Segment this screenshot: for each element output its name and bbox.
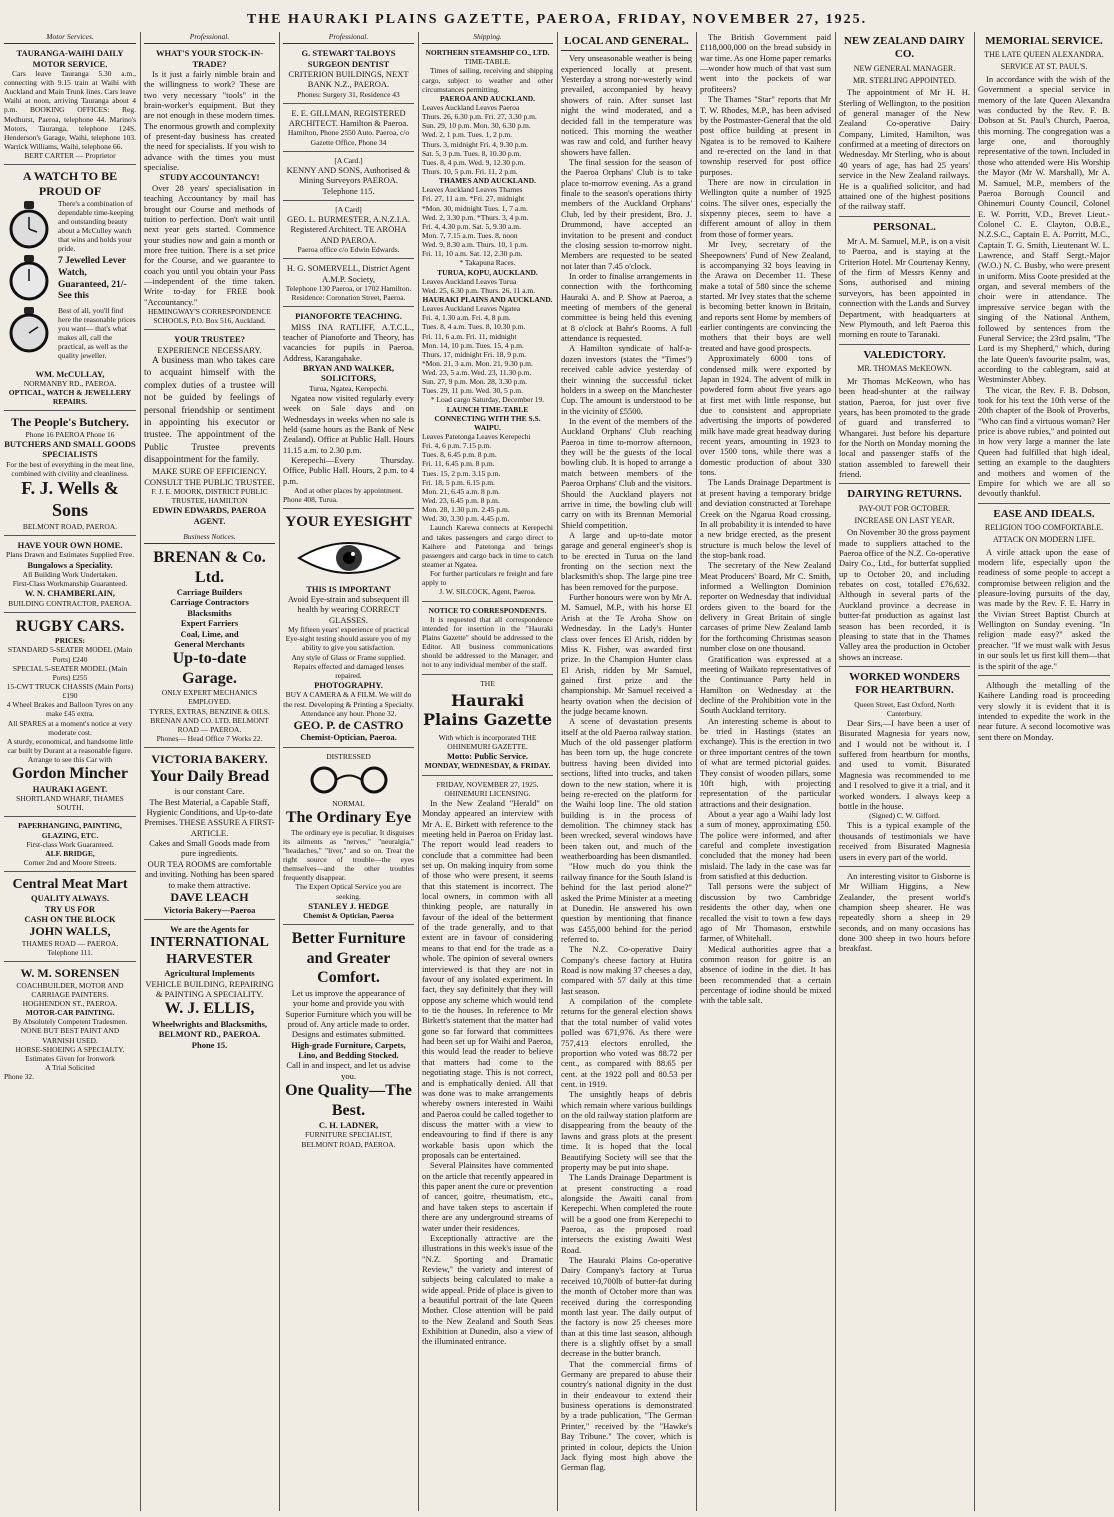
- returns-title: DAIRYING RETURNS.: [847, 488, 962, 501]
- card-1: [A Card.]: [334, 155, 363, 165]
- railway-body: Although the metalling of the Kaihere Landing road is proceeding very slowly it is evident that it is intended to expedite the work in the near future. A second locomotive was sent there on Monday.: [978, 679, 1110, 742]
- motor-painting: MOTOR-CAR PAINTING.: [25, 1008, 115, 1018]
- mincher-name: Gordon Mincher: [12, 765, 128, 783]
- brenan-title: BRENAN & Co. Ltd.: [153, 549, 266, 586]
- castro: GEO. P. de CASTRO: [293, 717, 404, 732]
- column-rule: [835, 32, 836, 1511]
- northern: NORTHERN STEAMSHIP CO., LTD.: [425, 48, 550, 58]
- meat-cash: CASH ON THE BLOCK: [24, 913, 116, 924]
- spectacles-icon: [299, 765, 399, 795]
- dairy-body: The appointment of Mr H. H. Sterling of Wellington, to the position of general manager of the New Zealand Co-operative Dairy Company, Limited, Hamilton, was confirmed at a meeting of directors on Wednesday. Mr Sterling, who is about 40 years of age, has had 25 years' service in the New Zealand railways. He is a qualified solicitor, and had attained one of the highest positions of the railway staff.: [839, 87, 970, 212]
- ellis-trade: Wheelwrights and Blacksmiths,: [152, 1018, 267, 1029]
- exceptional: Exceptionally attractive are the illustrations in this week's issue of the "N.Z. Sporting and Dramatic Review," the variety and interest of subjects being calculated to make a wide appeal. Pride of place is given to a beautiful portrait of the late Queen Mother. Close attention will be paid to the New Zealand and South Seas Exhibition at Dunedin, also a view of the illuminated entrance.: [422, 1232, 553, 1347]
- one-quality: One Quality—The Best.: [285, 1082, 412, 1119]
- phone-turua: Phone 408, Turua.: [283, 495, 339, 505]
- butchery-phone: Phone 16 PAEROA Phone 16: [25, 429, 115, 439]
- paperhanging-work: First-class Work Guaranteed.: [26, 839, 114, 849]
- column-news-3: [839, 32, 970, 1513]
- consult: CONSULT THE PUBLIC TRUSTEE.: [144, 476, 275, 487]
- memorial-sub: THE LATE QUEEN ALEXANDRA.: [984, 50, 1104, 60]
- cakes: Cakes and Small Goods made from pure ingredients.: [149, 838, 270, 859]
- personal-body: Mr A. M. Samuel, M.P., is on a visit to Paeroa, and is staying at the Criterion Hotel. Mr Courtenay Kenny, of the firm of Messrs Kenny and Sons, authorised and mining surveyors, has been appointed in connection with the Lands and Survey Department, with headquarters at New Plymouth, and left Paeroa this morning en route to Taranaki.: [839, 236, 970, 340]
- mechanics: ONLY EXPERT MECHANICS EMPLOYED.: [161, 688, 258, 707]
- para: A large and up-to-date motor garage and general engineer's shop is to be erected in Turua on the land fronting on the section next the blacksmith's shop. The large pine tree has been removed for the purpose.: [561, 529, 692, 592]
- mincher-agent: HAURAKI AGENT.: [32, 783, 108, 794]
- para: There are now in circulation in Wellington quite a number of 1925 coins. The silver ones, especially the sixpenny pieces, seem to have a different amount of alloy in them from those of former years.: [700, 177, 831, 239]
- days: MONDAY, WEDNESDAY, & FRIDAY.: [424, 761, 551, 771]
- building: All Building Work Undertaken.: [22, 569, 118, 579]
- hedge-sub: Chemist & Optician, Paeroa: [303, 911, 394, 921]
- bread-body: The Best Material, a Capable Staff, Hygienic Conditions, and Up-to-date Premises. THESE ASSURE A FIRST-ARTICLE.: [144, 796, 275, 838]
- walls-address: THAMES ROAD — PAEROA.: [21, 938, 119, 948]
- paeroa-auckland-cols: Leaves Auckland Leaves Paeroa: [422, 102, 520, 112]
- efficiency: MAKE SURE OF EFFICIENCY.: [152, 466, 267, 477]
- stock-title: WHAT'S YOUR STOCK-IN-TRADE?: [155, 48, 264, 69]
- ordinary-title: The Ordinary Eye: [285, 809, 412, 827]
- silcock: J. W. SILCOCK, Agent, Paeroa.: [439, 587, 536, 597]
- dateline: FRIDAY, NOVEMBER 27, 1925.: [436, 779, 539, 789]
- heartburn-body: Dear Sirs,—I have been a user of Bisurated Magnesia for years now, and I would not be without it. I suffered from heartburn for months, and used to vomit. Bisurated Magnesia was recommended to me and I resolved to give it a trial, and it worked wonders. I always keep a bottle in the house.: [839, 718, 970, 811]
- mckeown: MR. THOMAS McKEOWN.: [857, 364, 952, 374]
- paper-name: Hauraki Plains Gazette: [422, 690, 553, 730]
- column-rule: [696, 32, 697, 1511]
- watch-lever: 7 Jewelled Lever Watch, Guaranteed, 21/- See this: [58, 256, 127, 302]
- brenan-line: Carriage Builders: [176, 587, 243, 598]
- rugby-arrange: Arrange to see this Car with: [27, 755, 113, 765]
- tauranga-body: Cars leave Tauranga 5.30 a.m., connecting with 9.15 train at Waihi with Auckland and Main Trunk lines. Cars leave Waihi at noon, arriving Tauranga about 4 p.m. BOOKING OFFICES: Reg. Medhurst, Paeroa, telephone 44. Marino's Motors, Tauranga, telephone 124S. Henderson's Garage, Waihi, telephone 103. Warrick Williams, Waihi, telephone 66.: [4, 68, 136, 151]
- somervell-residence: Residence: Coronation Street, Paeroa.: [291, 293, 406, 303]
- tauranga-title: TAURANGA-WAIHI DAILY MOTOR SERVICE.: [16, 48, 124, 69]
- notice-body: It is requested that all correspondence intended for insertion in the "Hauraki Plains Gazette" should be addressed to the Editor. All business communications should be addressed to the Manager, and not to any individual member of the staff.: [422, 614, 553, 670]
- stock-body: Is it just a fairly nimble brain and the willingness to work? These are two very necessary "tools" in the brain-worker's equipment. But they are not enough in these modern times. The enormous growth and complexity of present-day business has created the need for specialists. If you wish to advance with the times you must specialise.: [144, 68, 275, 173]
- home-line: Plans Drawn and Estimates Supplied Free.: [6, 550, 134, 560]
- plainsites: Several Plainsites have commented on the article that recently appeared in this paper anent the cure or prevention of cancer, goitre, rheumatism, etc., and have taken steps to ascertain if there are any underground streams of water under their residences.: [422, 1160, 553, 1233]
- timetable-body: Times of sailing, receiving and shipping cargo, subject to weather and other circumstances permitting.: [422, 66, 553, 94]
- para: Tall persons were the subject of discussion by two Cambridge residents the other day, when one recalled the visit to town a few days ago of Mr Thomason, erstwhile farmer, of Whitehall.: [700, 881, 831, 944]
- timetable: TIME-TABLE.: [464, 57, 511, 67]
- memorial-body: In accordance with the wish of the Government a special service in memory of the late Queen Alexandra was conducted by the Rev. F. B. Dobson at St. Paul's Church, Paeroa, this morning. The congregation was a large one, and thoroughly representative of the town. Included in those who attended were His Worship the Mayor (Mr W. Marshall), Mr A. M. Samuel, M.P., members of the Paeroa Borough Council and Ohinemuri County Council, Colonel E. W. Porritt, V.D., Brevet Lieut.-Colonel C. E. Clayton, O.B.E., N.Z.S.C., Captain E. A. Porritt, M.C., Captain T. G. Smith, Lieutenant W. L. Lawrence, and Staff Sergt.-Major (W.O.) N. C. Busby, who were present in uniform. Miss Coote presided at the organ, and several members of the choir were in attendance. The impressive service began with the singing of the National Anthem, followed by sentences from the Funeral Service; the 23rd psalm, "The Lord is my Shepherd," which, during the late Queen's favourite psalm, was, according to the cablegram, said at Westminster Abbey.: [978, 73, 1110, 385]
- gillman-phone: Hamilton, Phone 2550 Auto. Paeroa, c/o Gazette Office, Phone 34: [287, 128, 410, 147]
- international: INTERNATIONAL HARVESTER: [150, 935, 269, 968]
- returns-sub: PAY-OUT FOR OCTOBER.: [858, 503, 951, 513]
- timetable-row: Fri. 4, 4.30 p.m. Sat. 5, 9.30 a.m.: [422, 221, 521, 231]
- timetable-row: Wed. 2, 3.30 p.m. *Thurs. 3, 4 p.m.: [422, 212, 529, 222]
- timetable-row: Sun. 29, 10 p.m. Mon. 30, 6.30 p.m.: [422, 121, 531, 131]
- local-general-title: LOCAL AND GENERAL.: [561, 35, 692, 51]
- column-motor-services: [4, 32, 136, 1513]
- timetable-row: Thurs. 17, midnight Fri. 18, 9 p.m.: [422, 349, 527, 359]
- para: The Hauraki Plains Co-operative Dairy Company's factory at Turua received 10,700lb of butter-fat during the month of October more than was received during the corresponding month last year. The daily output of the factory is now 25 cheeses more than at this time last season, although there is a slightly offset by a small decrease in the butter branch.: [561, 1255, 692, 1359]
- wells-name: F. J. Wells & Sons: [21, 478, 119, 521]
- timetable-row: Thurs. 3, midnight Fri. 4, 9.30 p.m.: [422, 139, 529, 149]
- distressed-label: DISTRESSED: [326, 751, 371, 761]
- bridge-name: ALF. BRIDGE,: [45, 848, 95, 858]
- piano-title: PIANOFORTE TEACHING.: [295, 311, 402, 322]
- para: About a year ago a Waihi lady lost a sum of money, approximating £50. The police were informed, and after careful and complete investigation concluded that the money had been mislaid. The lady in the case was far from satisfied at this deduction.: [700, 808, 831, 882]
- butchery-body: For the best of everything in the meat line, combined with civility and cleanliness.: [6, 459, 134, 478]
- dairy-title: NEW ZEALAND DAIRY CO.: [843, 35, 966, 61]
- timetable-row: Fri. 27, 11 a.m. *Fri. 27, midnight: [422, 194, 525, 204]
- card-2: [A Card]: [335, 204, 362, 214]
- timetable-row: Sun. 27, 9 p.m. Mon. 28, 3.30 p.m.: [422, 377, 528, 387]
- tauranga-proprietor: BERT CARTER — Proprietor: [24, 151, 116, 161]
- takapuna: * Takapuna Races.: [459, 258, 516, 268]
- tyres: TYRES, EXTRAS, BENZINE & OILS.: [149, 706, 270, 716]
- column-rule: [140, 32, 141, 1511]
- meat-try: TRY US FOR: [44, 903, 96, 914]
- personal-title: PERSONAL.: [873, 220, 936, 233]
- estimates: Estimates Given for Ironwork: [25, 1053, 115, 1063]
- para: "How much do you think the railway finance for the South Island is behind for the last period alone?" asked the Prime Minister at a meeting at Dunedin. He answered his own question by mentioning that finance was £455,000 behind for the period referred to.: [561, 861, 692, 944]
- timetable-row: Mon. 21, 6.45 a.m. 8 p.m.: [422, 486, 500, 496]
- ellis-name: W. J. ELLIS,: [164, 1000, 255, 1018]
- column-professional-1: [144, 32, 275, 1513]
- garage: Up-to-date Garage.: [172, 650, 247, 687]
- walls-phone: Telephone 111.: [47, 948, 93, 958]
- hemingway: HEMINGWAY'S CORRESPONDENCE SCHOOLS, P.O. Box 516, Auckland.: [148, 307, 271, 326]
- timetable-row: Tues. 29, 11 p.m. Wed. 30, 5 p.m.: [422, 386, 524, 396]
- watch-title: A WATCH TO BE PROUD OF: [22, 169, 118, 198]
- column-rule: [279, 32, 280, 1511]
- trial: A Trial Solicited: [45, 1063, 95, 1073]
- timetable-row: Mon. 7, 7.15 a.m. Tues. 8, noon: [422, 230, 518, 240]
- rugby-prices: PRICES:: [54, 636, 85, 646]
- heartburn-address: Queen Street, East Oxford, North Canterbury.: [854, 699, 955, 718]
- para: In the event of the members of the Auckland Orphans' Club reaching Paeroa in time to-morrow afternoon, they will be the guests of the local bowling club. It is hoped to arrange a match between members of the Paeroa Orphans' Club and the visitors. Should the Auckland players not arrive in time, the bowling club will carry on with its Brennan Memorial Shield competition.: [561, 415, 692, 530]
- timetable-row: Mon. 28, 1.30 p.m. 2.45 p.m.: [422, 505, 510, 515]
- wells-address: BELMONT ROAD, PAEROA.: [22, 521, 118, 531]
- leach-sub: Victoria Bakery—Paeroa: [163, 904, 256, 915]
- returns-sub-2: INCREASE ON LAST YEAR.: [854, 515, 955, 525]
- kenny: KENNY AND SONS, Authorised & Mining Surveyors PAEROA. Telephone 115.: [286, 164, 411, 196]
- timetable-row: Wed. 23, 6.45 p.m. 8 p.m.: [422, 496, 500, 506]
- bryan-address: Turua, Ngatea, Kerepechi.: [308, 383, 389, 393]
- bread-title: Your Daily Bread: [149, 767, 270, 785]
- heartburn-title: WORKED WONDERS FOR HEARTBURN.: [849, 670, 960, 697]
- thames-auckland-rows: [422, 194, 553, 258]
- rugby-truck: 15-CWT TRUCK CHASSIS (Main Ports) £190: [6, 681, 134, 701]
- brenan-address: BRENAN AND CO. LTD. BELMONT ROAD — PAEROA.: [150, 715, 269, 734]
- watch-body: There's a combination of dependable time-keeping and outstanding beauty about a McCulley watch that wins and holds your pride.: [58, 198, 134, 254]
- para: A Hamilton syndicate of half-a-dozen investors (states the "Times") received cable advice yesterday of their winning the successful ticket holders in a sweep on the Manchester Cup. The amount is understood to be in the vicinity of £5500.: [561, 343, 692, 416]
- timetable-row: Tues. 15, 2 p.m. 3.15 p.m.: [422, 468, 501, 478]
- furniture-grade: High-grade Furniture, Carpets, Lino, and Bedding Stocked.: [291, 1039, 406, 1060]
- brenan-line: General Merchants: [174, 638, 245, 649]
- rugby-body: A sturdy, economical, and handsome little car built by Durant at a reasonable figure.: [7, 736, 133, 755]
- sorensen-trade: COACHBUILDER, MOTOR AND CARRIAGE PAINTERS.: [16, 980, 124, 999]
- pocket-watch-icon: [4, 199, 54, 369]
- chamberlain-name: W. N. CHAMBERLAIN,: [24, 588, 116, 599]
- dairy-sub: NEW GENERAL MANAGER.: [853, 63, 956, 73]
- eye-style: Any style of Glass or Frame supplied.: [291, 652, 406, 662]
- experience-title: EXPERIENCE NECESSARY.: [157, 344, 262, 355]
- turua-row: Wed. 25, 6.30 p.m. Thurs. 26, 11 a.m.: [422, 285, 536, 295]
- launch-body: Launch Karewa connects at Kerepechi and takes passengers and cargo direct to Kaihere and Patetonga and brings passengers and cargo back in time to catch steamer at Ngatea.: [422, 523, 553, 570]
- paper-sub: With which is incorporated THE OHINEMURI GAZETTE.: [438, 732, 537, 751]
- para: A compilation of the complete returns for the general election shows that the total number of valid votes polled was 671,976. As there were 757,413 electors enrolled, the proportion who voted was 88.72 per cent., as compared with 88.65 per cent. at the 1922 poll and 80.53 per cent. in 1919.: [561, 996, 692, 1089]
- hedge: STANLEY J. HEDGE: [308, 900, 389, 911]
- para: The N.Z. Co-operative Dairy Company's cheese factory at Hutira Road is now making 37 cheeses a day, compared with 57 daily at this time last season.: [561, 944, 692, 996]
- section-header: Professional.: [283, 32, 414, 44]
- somervell-phone: Telephone 130 Paeroa, or 1702 Hamilton.: [285, 284, 412, 294]
- returns-body: On November 30 the gross payment made to suppliers attached to the Paeroa office of the N.Z. Co-operative Dairy Co., Ltd., for butterfat supplied up to October 20, and including rebates on cost, totalled £76,632. Although in several parts of the Auckland province a decrease in butter-fat production as against last season has been recorded, it is pleasing to state that in the Thames Valley area the production in October shows an increase.: [839, 527, 970, 662]
- paeroa-auckland: PAEROA AND AUCKLAND.: [439, 93, 536, 103]
- column-rule: [974, 32, 975, 1511]
- para: That the commercial firms of Germany are prepared to abuse their country's national dignity in the dust in their endeavour to extend their business operations is demonstrated by a trade publication, "The German Printer," received by the "Hawke's Bay Tribune." The cover, which is printed in colour, depicts the Union Jack flying most high above the German flag.: [561, 1358, 692, 1473]
- brenan-line: Expert Farriers: [180, 618, 239, 629]
- dairy-sub-2: MR. STERLING APPOINTED.: [852, 75, 957, 85]
- eye-experience: My fifteen years' experience of practical Eye-sight testing should assure you of my ability to give you satisfaction.: [285, 625, 412, 653]
- sorensen-address: HOGHENDON ST., PAEROA.: [22, 999, 118, 1009]
- ladner-trade: FURNITURE SPECIALIST,: [305, 1130, 392, 1140]
- para: The unsightly heaps of debris which remain where various buildings on the old railway station platform are disappearing from the beauty of the lawns and grass plots at the present time. It is hoped that the local Beautifying Society will see that the property may be put into shape.: [561, 1089, 692, 1172]
- timetable-row: Fri. 11, 10 a.m. Sat. 12, 2.30 p.m.: [422, 249, 523, 259]
- furniture-body: Let us improve the appearance of your home and provide you with Superior Furniture which you will be proud of. Any article made to order. Designs and estimates submitted.: [285, 987, 412, 1040]
- section-header: Shipping.: [422, 32, 553, 44]
- workmanship: First-Class Workmanship Guaranteed.: [12, 579, 128, 589]
- cargo-note: * Load cargo Saturday, December 19.: [430, 395, 545, 405]
- eye-body: Avoid Eye-strain and subsequent ill health by wearing CORRECT GLASSES.: [287, 594, 410, 625]
- meat-mart-title: Central Meat Mart: [12, 877, 128, 893]
- timetable-row: Wed. 23, 5 a.m. Wed. 23, 11.30 p.m.: [422, 368, 532, 378]
- timetable-row: Wed. 2, 1 p.m. Tues. 1, 2 p.m.: [422, 130, 513, 140]
- rugby-special: SPECIAL 5-SEATER MODEL (Main Ports) £255: [12, 663, 128, 682]
- timetable-row: Tues. 8, 6.45 p.m. 8 p.m.: [422, 450, 497, 460]
- memorial-body-2: The vicar, the Rev. F. B. Dobson, took for his text the 10th verse of the 20th chapter of the Book of Proverbs, "Who can find a virtuous woman? Her price is above rubies," and pointed out in how very large a manner the late Queen had fulfilled that high ideal, setting an example to the daughters and mothers and women of the Empire for which we are all so devoutly thankful.: [978, 384, 1110, 499]
- paper-the: THE: [480, 678, 495, 688]
- thames-auckland: THAMES AND AUCKLAND.: [439, 176, 536, 186]
- para: In order to finalise arrangements in connection with the forthcoming Hauraki A. and P. Show at Paeroa, a meeting of members of the general committee is being held this evening at 8 o'clock at Bahr's Rooms. A full attendance is requested.: [561, 270, 692, 344]
- valedictory-title: VALEDICTORY.: [863, 348, 946, 361]
- para: The Lands Drainage Department is at present having a temporary bridge and deviation constructed at Torehape Creek on the Ngarua Road crossing. In all probability it is intended to have a new bridge erected, as the present structure is much below the level of the stop-bank road.: [700, 477, 831, 560]
- signed: (Signed) C. W. Gifford.: [869, 811, 940, 821]
- licensing-title: OHINEMURI LICENSING.: [444, 788, 531, 798]
- memorial-title: MEMORIAL SERVICE.: [985, 35, 1103, 47]
- para: The secretary of the New Zealand Meat Producers' Board, Mr C. Smith, informed a Wellington Dominion reporter on Wednesday that individual orders given to the board for the delivery in Great Britain of single carcases of prime New Zealand lamb for the forthcoming Christmas season number close on one thousand.: [700, 560, 831, 654]
- none-but: NONE BUT BEST PAINT AND VARNISH USED.: [20, 1026, 120, 1045]
- timetable-row: Fri. 4, 6 p.m. 7.15 p.m.: [422, 441, 492, 451]
- sheep-body: An interesting visitor to Gisborne is Mr William Higgins, a New Zealander, the present world's champion sheep shearer. He was repeatedly shorn a sheep in 29 seconds, and on many occasions has done 300 sheep in two hours before breakfast.: [839, 870, 970, 954]
- para: Approximately 6000 tons of condensed milk were exported by Japan in 1924. The advent of milk in powdered form about five years ago at first met with little response, but due to consistent and appropriate advertising the imports of powdered milk have made great headway during recent years, amounting in 1923 to over 1500 tons, while there was a domestic production of about 330 tons.: [700, 353, 831, 478]
- launch-cols: Leaves Patetonga Leaves Kerepechi: [422, 432, 531, 442]
- mcculley-address: NORMANBY RD., PAEROA.: [23, 378, 117, 388]
- eye-repairs: Repairs effected and damaged lenses repaired.: [293, 661, 404, 680]
- sorensen-name: W. M. SORENSEN: [20, 966, 120, 981]
- watch-ad: [4, 199, 136, 369]
- ellis-address: BELMONT RD., PAEROA.: [158, 1029, 261, 1040]
- launch-rows: [422, 441, 553, 523]
- meat-quality: QUALITY ALWAYS.: [31, 893, 109, 904]
- eyesight-title: YOUR EYESIGHT: [285, 514, 412, 531]
- timetable-row: Thurs. 10, 5 p.m. Fri. 11, 2 p.m.: [422, 166, 518, 176]
- timetable-row: Fri. 11, 6.45 p.m. 8 p.m.: [422, 459, 495, 469]
- para: Mr Ivey, secretary of the Sheepowners' Fund of New Zealand, is accompanying 32 boys leaving in the Arawa on December 11. These make a total of 580 since the scheme started. Mr Ivey states that the scheme is becoming better known in Britain, and reports sent Home by members of earlier contingents are convincing the mothers that their boys are well treated and have good prospects.: [700, 239, 831, 353]
- rugby-title: RUGBY CARS.: [15, 617, 125, 635]
- para: The Lands Drainage Department is at present constructing a road alongside the Awaiti canal from Kerepechi. When completed the route will be a good one from Kerepechi to Paeroa, as the proposed road intersects the existing Awaiti West Road.: [561, 1172, 692, 1255]
- timetable-row: Fri. 4, 1.30 a.m. Fri. 4, 8 p.m.: [422, 313, 511, 323]
- accountancy-body: Over 28 years' specialisation in teaching Accountancy by mail has brought our Course and methods of tuition to perfection. Don't wait until next year gets started. Commence your studies now and gain a month or more free tuition. There is a set price for the Course, and we guarantee to coach you until you obtain your Pass—independent of the time taken. Write to-day for FREE book "Accountancy.": [144, 182, 275, 307]
- business-header: Business Notices.: [144, 532, 275, 544]
- timetable-row: *Mon. 30, midnight Tues. 1, 7 a.m.: [422, 203, 528, 213]
- normal-label: NORMAL: [332, 798, 365, 808]
- brenan-line: Blacksmiths: [187, 607, 232, 618]
- brenan-line: Carriage Contractors: [170, 597, 249, 608]
- butchery-title: The People's Butchery.: [11, 415, 129, 430]
- tearooms: OUR TEA ROOMS are comfortable and inviting. Nothing has been spared to make them attractive.: [145, 858, 274, 890]
- trustee-title: YOUR TRUSTEE?: [174, 334, 245, 345]
- timetable-row: *Mon. 21, 3 a.m. Mon. 21, 9.30 p.m.: [422, 358, 533, 368]
- timetable-row: Fri. 11, 6 a.m. Fri. 11, midnight: [422, 331, 517, 341]
- furniture-title: Better Furniture and Greater Comfort.: [291, 930, 406, 987]
- talboys-address: CRITERION BUILDINGS, NEXT BANK N.Z., PAEROA.: [288, 68, 409, 90]
- heartburn-body-2: This is a typical example of the thousands of testimonials we have received from Bisurated Magnesia users in every part of the world.: [839, 820, 970, 862]
- rugby-spares: All SPARES at a moment's notice at very moderate cost.: [7, 718, 133, 737]
- para: Very unseasonable weather is being experienced locally at present. Yesterday a strong nor-westerly wind prevailed, accompanied by heavy showers of rain. After sunset last night the wind moderated, and a decided fall in the temperature was noticed. This morning the weather was raw and cold, and further heavy showers have fallen.: [561, 53, 692, 157]
- column-shipping: [422, 32, 553, 1513]
- ease-sub: RELIGION TOO COMFORTABLE.: [984, 523, 1104, 533]
- timetable-row: Fri. 18, 5 p.m. 6.15 p.m.: [422, 477, 495, 487]
- timetable-row: Sat. 5, 3 p.m. Tues. 8, 10.30 p.m.: [422, 148, 522, 158]
- hauraki-plains-title: HAURAKI PLAINS AND AUCKLAND.: [422, 294, 553, 304]
- timetable-row: Tues. 8, 4 p.m. Wed. 9, 12.30 p.m.: [422, 157, 526, 167]
- expert: The Expert Optical Service you are seeking.: [295, 882, 402, 901]
- para: An interesting scheme is about to be tried in Hastings (states an exchange). This is the erection in two or three important centres of the town of what are termed pictorial guides. They consist of wooden pillars, some 10ft high, with projecting representation of the particular attractions and their designation.: [700, 715, 831, 809]
- timetable-row: Wed. 30, 3.30 p.m. 4.45 p.m.: [422, 514, 510, 524]
- burmester-office: Paeroa office c/o Edwin Edwards.: [297, 245, 400, 255]
- para: The Thames "Star" reports that Mr T. W. Rhodes, M.P., has been advised by the Postmaster-General that the old post office building at present in Ngatea is to be removed to Kaihere and re-erected on the land in that township reserved for post office purposes.: [700, 94, 831, 177]
- para: Medical authorities agree that a common reason for goitre is an absence of iodine in the diet. It has been recommended that a certain percentage of iodine should be mixed with the table salt.: [700, 943, 831, 1006]
- phone-last: Phone 32.: [4, 1072, 34, 1082]
- para: Gratification was expressed at a meeting of Waikato representatives of the Continuance Party held in Hamilton on Wednesday at the decline of the Prohibition vote in the South Auckland territory.: [700, 653, 831, 716]
- eye-icon: [294, 536, 404, 580]
- section-header: Motor Services.: [4, 32, 136, 44]
- bryan-body: Ngatea now visited regularly every week on Sale days and on Wednesdays in weeks when no sale is held (same hours as the Bank of New Zealand). Office at Public Hall. Hours 11.15 a.m. to 2.30 p.m.: [283, 392, 414, 455]
- other-places: And at other places by appointment.: [294, 486, 403, 496]
- bridge-address: Corner 2nd and Moore Streets.: [23, 857, 117, 867]
- ease-body: A virile attack upon the ease of modern life, especially upon the readiness of some people to accept a compromise between religion and the pleasure-loving pursuits of the day, was made by the Rev. F. E. Harry in the Vivian Street Baptist Church at Wellington on Sunday evening. "In religion made easy?" asked the preacher. "If we must walk with Jesus in our souls let us first kill them—that is the spirit of the age.": [978, 546, 1110, 671]
- paeroa-auckland-rows: [422, 112, 553, 176]
- ease-sub-2: ATTACK ON MODERN LIFE.: [992, 534, 1096, 544]
- column-rule: [418, 32, 419, 1511]
- hauraki-plains-cols: Leaves Auckland Leaves Ngatea: [422, 304, 521, 314]
- walls-name: JOHN WALLS,: [29, 924, 111, 939]
- column-local-general: [561, 32, 692, 1513]
- timetable-row: Wed. 9, 8.30 a.m. Thurs. 10, 1 p.m.: [422, 240, 528, 250]
- brenan-phones: Phones— Head Office 7 Works 22.: [156, 734, 263, 743]
- para: The British Government paid £118,000,000 on the bread subsidy in war time. As one Home paper remarks—wonder how much of that vast sum went into the pockets of war profiteers?: [700, 32, 831, 94]
- implements: Agricultural Implements: [164, 968, 255, 979]
- timetable-row: Tues. 8, 4 a.m. Tues. 8, 10.30 p.m.: [422, 322, 526, 332]
- bakery-title: VICTORIA BAKERY.: [151, 752, 268, 767]
- launch-title: LAUNCH TIME-TABLE CONNECTING WITH THE S.S. WAIPU.: [434, 404, 541, 432]
- castro-sub: Chemist-Optician, Paeroa.: [300, 732, 397, 743]
- masthead: THE HAURAKI PLAINS GAZETTE, PAEROA, FRIDAY, NOVEMBER 27, 1925.: [246, 12, 868, 27]
- moork: F. J. E. MOORK, DISTRICT PUBLIC TRUSTEE, HAMILTON: [151, 486, 268, 506]
- para: Further honours were won by Mr A. M. Samuel, M.P., with his horse El Arish at the Te Aroha Show on Wednesday. In the Lady's Hunter class over fences El Arish, ridden by Miss K. Fisher, was awarded first prize. In the Champion Hunter class El Arish, ridden by Mr Samuel, gained first prize and the championship. Mr Samuel received a hearty ovation when the decision of the judge became known.: [561, 592, 692, 717]
- important: THIS IS IMPORTANT: [306, 583, 391, 594]
- trustee-body: A business man who takes care to acquaint himself with the complex duties of a trustee will not be guided by feelings of personal friendship or sentiment in appointing his executor or trustee. The appointment of the Public Trustee prevents disappointment for the family.: [144, 356, 275, 465]
- rugby-standard: STANDARD 5-SEATER MODEL (Main Ports) £240: [7, 645, 133, 664]
- leach-name: DAVE LEACH: [170, 889, 249, 904]
- vehicle: VEHICLE BUILDING, REPAIRING & PAINTING A SPECIALITY.: [145, 978, 274, 1000]
- rugby-brakes: 4 Wheel Brakes and Balloon Tyres on any make £45 extra.: [6, 700, 134, 719]
- talboys-phone: Phones: Surgery 31, Residence 43: [297, 89, 400, 99]
- mcculley-trade: OPTICAL, WATCH & JEWELLERY REPAIRS.: [8, 388, 132, 407]
- mincher-address: SHORTLAND WHARF, THAMES SOUTH.: [16, 794, 124, 813]
- burmester: GEO. L. BURMESTER, A.N.Z.I.A. Registered Architect. TE AROHA AND PAEROA.: [286, 214, 410, 245]
- ordinary-body: The ordinary eye is peculiar. It disguises its ailments as "nerves," "neuralgia," "headaches," "liver," and so on. Treat the right source of trouble—the eyes themselves—and the other troubles frequently disappear.: [283, 827, 414, 883]
- brenan-line: Coal, Lime, and: [180, 628, 239, 639]
- hauraki-plains-rows: [422, 313, 553, 395]
- mcculley-name: WM. McCULLAY,: [35, 368, 105, 379]
- memorial-sub-2: SERVICE AT ST. PAUL'S.: [1000, 62, 1088, 72]
- ellis-phone: Phone 15.: [191, 1039, 228, 1050]
- piano-body: MISS INA RATLIFF, A.T.C.L., teacher of Pianoforte and Theory, has vacancies for pupils in Paeroa. Address, Karangahake.: [283, 321, 414, 363]
- paperhanging-title: PAPERHANGING, PAINTING, GLAZING, ETC.: [18, 821, 122, 840]
- edwards: EDWIN EDWARDS, PAEROA AGENT.: [152, 505, 267, 526]
- para: The final session for the season of the Paeroa Orphans' Club is to take place to-morrow evening. As a grand finale to the season's operations thirty members of the Auckland Orphans' Club, led by their president, Bro. J. Drummond, have accepted an invitation to be present and conduct the closing session to-morrow night. Members are requested to be seated not later than 7.45 o'clock.: [561, 157, 692, 271]
- ladner: C. H. LADNER,: [318, 1120, 379, 1131]
- para: A scene of devastation presents itself at the old Paeroa railway station. Much of the old passenger platform has been torn up, the huge concrete buttress having been divided into sections, lifted into trucks, and taken down to the new station, where it is being re-erected on the platform for the Waihi loop line. The old station building is in the process of demolition. The chimney stack has been wrecked, several windows have been taken out, and much of the weatherboarding has been dismantled.: [561, 716, 692, 862]
- bread-sub: is our constant Care.: [174, 786, 245, 797]
- licensing-body: In the New Zealand "Herald" on Monday appeared an interview with Mr A. E. Birkett with reference to the meeting held in Paeroa on Friday last. The report would lead readers to conclude that a committee had been set up. On making inquiry from some of those who were present, it seems that this statement is incorrect. The local owners, in common with all thinking people, are naturally in favour of the ideal of the betterment of the trade generally, and to that extent are in favour of considering means to that end for the trade as a whole. The opinion of several owners interviewed is that they are not in favour of any isolated experiment. In fact, they say definitely that they will oppose any scheme which would tend to tie the houses. In reference to Mr Birkett's statement that the matter had gone so far forward that committees had been set up for Waihi and Paeroa, this would lead the reader to believe that matters had come to the negotiating stage. This is not correct, and is emphatically denied. All that was done was to make arrangements whereby owners interested in Waihi and Paeroa could be called together to discuss the matter with a view to endeavouring to find if there is any workable basis upon which the proposals can be entertained.: [422, 797, 553, 1161]
- agents: We are the Agents for: [170, 923, 249, 934]
- photography-body: BUY A CAMERA & A FILM. We will do the rest. Developing & Printing a Specialty. Attendance any hour. Phone 32.: [283, 690, 414, 718]
- accountancy-title: STUDY ACCOUNTANCY!: [159, 172, 260, 183]
- further: For further particulars re freight and fare apply to: [422, 569, 553, 588]
- horse-shoeing: HORSE-SHOEING A SPECIALTY.: [15, 1044, 125, 1054]
- mckeown-body: Mr Thomas McKeown, who has been head-shunter at the railway station, Paeroa, for just over five years, has been promoted to the grade of guard and transferred to Whangarei. Just before his departure for the North on Monday morning the local and passenger staffs of the station assembled to farewell their friend.: [839, 375, 970, 480]
- bungalows: Bungalows a Speciality.: [27, 559, 113, 570]
- turua-cols: Leaves Auckland Leaves Turua: [422, 276, 517, 286]
- chamberlain-trade: BUILDING CONTRACTOR, PAEROA.: [8, 598, 132, 608]
- column-news-4: [978, 32, 1110, 1513]
- brenan-lines: [144, 587, 275, 649]
- timetable-row: Thurs. 26, 6.30 p.m. Fri. 27, 3.30 p.m.: [422, 112, 537, 122]
- section-header: Professional.: [144, 32, 275, 44]
- turua-title: TURUA, KOPU, AUCKLAND.: [437, 267, 538, 277]
- gillman: E. E. GILLMAN, REGISTERED ARCHITECT. Hamilton & Paeroa.: [288, 107, 409, 129]
- column-news-2: [700, 32, 831, 1513]
- call: Call in and inspect, and let us advise you.: [286, 1060, 411, 1081]
- motor-painting-by: By Absolutely Competent Tradesmen.: [12, 1017, 128, 1027]
- column-rule: [557, 32, 558, 1511]
- somervell: H. G. SOMERVELL, District Agent A.M.P. Society,: [286, 263, 411, 284]
- butchery-line: BUTCHERS AND SMALL GOODS SPECIALISTS: [4, 439, 136, 460]
- kerepechi: Kerepechi—Every Thursday. Office, Public Hall. Hours, 2 p.m. to 4 p.m.: [283, 455, 414, 486]
- column-professional-2: [283, 32, 414, 1513]
- talboys: G. STEWART TALBOYS SURGEON DENTIST: [301, 48, 396, 69]
- watch-body-2: Best of all, you'll find here the reasonable prices you want— that's what makes all, call the practical, as well as the quality jeweller.: [58, 305, 136, 361]
- photography: PHOTOGRAPHY.: [314, 680, 383, 691]
- notice-title: NOTICE TO CORRESPONDENTS.: [428, 605, 547, 615]
- ladner-address: BELMONT ROAD, PAEROA.: [301, 1139, 396, 1149]
- bryan: BRYAN AND WALKER, SOLICITORS,: [302, 363, 395, 384]
- ease-title: EASE AND IDEALS.: [993, 507, 1095, 520]
- thames-auckland-cols: Leaves Auckland Leaves Thames: [422, 185, 523, 195]
- motto: Motto: Public Service.: [447, 751, 528, 762]
- home-title: HAVE YOUR OWN HOME.: [17, 540, 123, 551]
- timetable-row: Mon. 14, 10 p.m. Tues. 15, 4 p.m.: [422, 340, 524, 350]
